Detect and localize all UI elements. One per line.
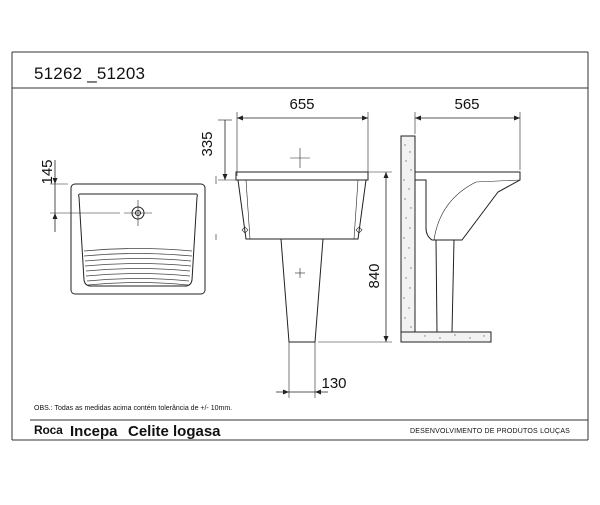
side-view — [401, 112, 520, 342]
dim-label-565: 565 — [454, 96, 480, 113]
washboard-ridges — [84, 249, 192, 286]
department-label: DESENVOLVIMENTO DE PRODUTOS LOUÇAS — [410, 428, 571, 435]
side-basin-body — [415, 172, 520, 240]
dim-label-130: 130 — [321, 375, 347, 392]
wall-section — [401, 136, 415, 342]
front-view — [218, 112, 392, 398]
front-pedestal — [281, 239, 323, 342]
brand-logo-celite: Celite — [128, 423, 169, 440]
tolerance-note: OBS.: Todas as medidas acima contém tolerância de +/- 10mm. — [34, 405, 233, 412]
side-pedestal — [436, 240, 454, 332]
top-view — [50, 160, 216, 294]
front-basin-body — [238, 180, 366, 239]
brand-logo-roca: Roca — [34, 423, 63, 437]
dim-label-655: 655 — [289, 96, 315, 113]
floor-section — [401, 332, 491, 342]
brand-logo-incepa: Incepa — [70, 423, 118, 440]
dim-label-145: 145 — [39, 159, 56, 185]
drawing-title: 51262 _51203 — [34, 64, 146, 83]
brand-logo-logasa: logasa — [173, 423, 221, 440]
dim-label-840: 840 — [366, 263, 383, 289]
wall-hatch-dots — [403, 144, 484, 338]
dim-label-335: 335 — [199, 131, 216, 157]
front-basin-rim — [236, 172, 368, 180]
